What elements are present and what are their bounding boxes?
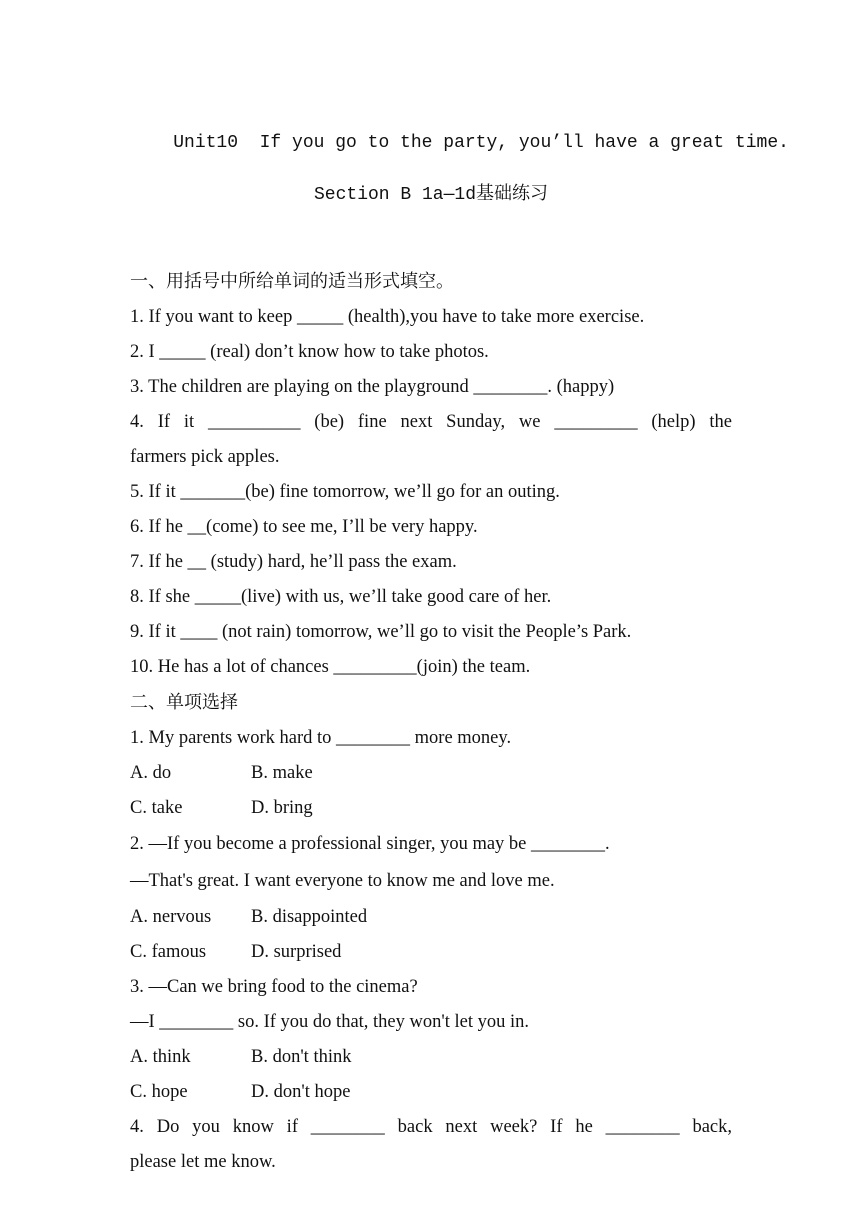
option-a: A. do [130,763,172,783]
exercise-item: 9. If it ____ (not rain) tomorrow, we’ll go to visit the People’s Park. [130,622,632,642]
question-stem-continued: please let me know. [130,1152,276,1172]
option-d: D. don't hope [251,1082,351,1102]
exercise-item: 5. If it _______(be) fine tomorrow, we’ll go for an outing. [130,482,560,502]
part2-heading: 二、单项选择 [130,692,238,713]
exercise-item: 10. He has a lot of chances _________(join) the team. [130,657,531,677]
exercise-item-continued: farmers pick apples. [130,447,280,467]
exercise-item: 1. If you want to keep _____ (health),you have to take more exercise. [130,307,645,327]
title-line: Unit10 If you go to the party, you’ll have a great time. [173,133,789,153]
option-b: B. don't think [251,1047,352,1067]
question-stem: 4. Do you know if ________ back next week? If he ________ back, [130,1117,732,1137]
exercise-item: 3. The children are playing on the playground ________. (happy) [130,377,615,397]
part1-heading: 一、用括号中所给单词的适当形式填空。 [130,271,454,292]
worksheet-title [130,104,789,260]
option-row [130,900,732,935]
option-row [130,1040,732,1075]
question-reply: —That's great. I want everyone to know me and love me. [130,871,555,891]
worksheet-page [130,104,789,1180]
question-reply: —I ________ so. If you do that, they won't let you in. [130,1012,529,1032]
option-c: C. hope [130,1082,188,1102]
option-a: A. nervous [130,907,212,927]
option-row [130,1075,732,1110]
option-a: A. think [130,1047,191,1067]
option-d: D. surprised [251,942,342,962]
subtitle-line: Section B 1a—1d基础练习 [313,185,549,205]
option-row [130,791,732,826]
option-c: C. famous [130,942,207,962]
option-b: B. disappointed [251,907,368,927]
option-row [130,756,732,791]
exercise-item: 2. I _____ (real) don’t know how to take photos. [130,342,489,362]
exercise-item: 7. If he __ (study) hard, he’ll pass the exam. [130,552,457,572]
exercise-item: 6. If he __(come) to see me, I’ll be very happy. [130,517,478,537]
option-row [130,935,732,970]
question-stem: 1. My parents work hard to ________ more money. [130,728,512,748]
exercise-item: 4. If it __________ (be) fine next Sunday, we _________ (help) the [130,412,732,432]
exercise-item: 8. If she _____(live) with us, we’ll take good care of her. [130,587,552,607]
option-c: C. take [130,798,183,818]
question-stem: 2. —If you become a professional singer, you may be ________. [130,834,610,854]
option-b: B. make [251,763,313,783]
option-d: D. bring [251,798,313,818]
question-stem: 3. —Can we bring food to the cinema? [130,977,418,997]
